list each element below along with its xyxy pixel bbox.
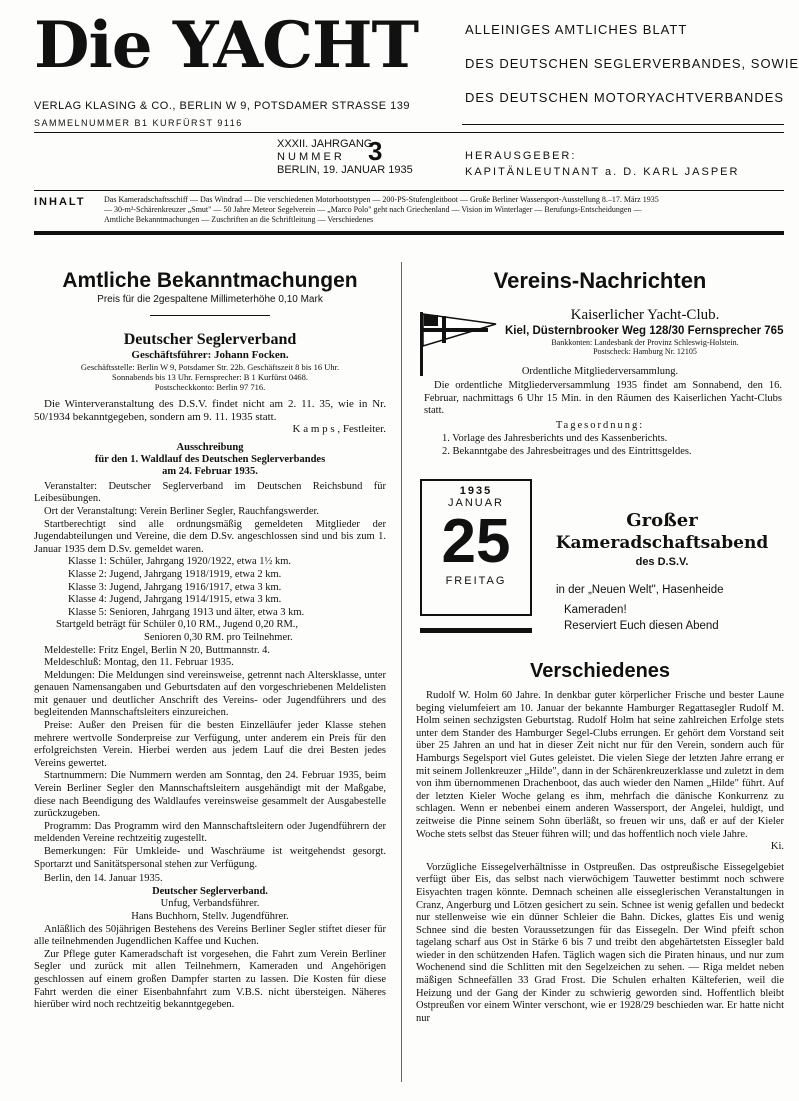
calendar-weekday: FREITAG bbox=[445, 575, 507, 587]
masthead-rule bbox=[34, 132, 784, 133]
class-list bbox=[34, 556, 386, 619]
official-notices-heading: Amtliche Bekanntmachungen bbox=[62, 269, 358, 292]
agenda-item: 2. Bekanntgabe des Jahresbeitrages und des Eintrittsgeldes. bbox=[442, 446, 692, 457]
masthead-rule-right bbox=[462, 124, 784, 125]
calendar-day: 25 bbox=[441, 507, 511, 576]
paragraph: Preise: Außer den Preisen für die besten Einzelläufer jeder Klasse stehen mehrere wertvolle Sonderpreise zur Verfügung, unter anderem ein Preis für den erfolgreichsten Verein. Hierbei werden aus jedem Lauf die drei Besten jedes Vereins gewertet. bbox=[34, 720, 386, 769]
list-item: Klasse 2: Jugend, Jahrgang 1918/1919, etwa 2 km. bbox=[68, 568, 282, 580]
winter-notice: Die Winterveranstaltung des D.S.V. findet nicht am 2. 11. 35, wie in Nr. 50/1934 bekanntgegeben, sondern am 9. 11. 1935 statt. bbox=[34, 398, 386, 423]
holm-signature: Ki. bbox=[770, 841, 784, 853]
signature-org: Deutscher Seglerverband. bbox=[152, 885, 268, 897]
list-item: Klasse 5: Senioren, Jahrgang 1913 und älter, etwa 3 km. bbox=[68, 606, 305, 618]
paragraph: Programm: Das Programm wird den Mannschaftsleitern oder Jugendführern der meldenden Vereine rechtzeitig zugestellt. bbox=[34, 820, 386, 845]
publisher-phone: SAMMELNUMMER B1 KURFÜRST 9116 bbox=[34, 118, 243, 128]
issue-number: 3 bbox=[368, 136, 383, 166]
ice-article: Vorzügliche Eissegelverhältnisse in Ostpreußen. Das ostpreußische Eissegelgebiet verfügt über Eis, das selbst nach vierwöchigem Tauwetter bestimmt noch schwere Eisyachten tragen könnte. Demnach scheinen alle eisseglerischen Veranstaltungen in Cranz, Angerburg und Lötzen gesichert zu sein. Schnee ist wenig gefallen und bedeckt nur stellenweise wie ein dünner Schleier die Bahn. Dickes, glattes Eis und wenig Schnee sind die besten Voraussetzungen für das Eissegeln. Der Wind pfeift schon tagelang scharf aus Ost in Stärke 6 bis 7 und treibt den abgehärtetsten Eissegler bald wieder in den schützenden Hafen. Täglich wagen sich die Piraten hinaus, und nur zum Wochenend sind die Schlitten mit den Segelzeichen zu sehen. — Riga meldet neben mäßigen Schneefällen 33 Grad Frost. Die Schulen erhalten Kälteferien, weil die Heizung und der Gang der Kinder zu schwierig geworden sind. Hoffentlich bleibt Ostpreußen vor einem Winter verschont, wie er 1928/29 beschieden war. Er hatte nicht nur bbox=[416, 861, 784, 1024]
dsv-office-1: Geschäftsstelle: Berlin W 9, Potsdamer Str. 22b. Geschäftszeit 8 bis 16 Uhr. bbox=[80, 362, 340, 372]
event-org: des D.S.V. bbox=[635, 556, 689, 568]
kyc-subtitle: Ordentliche Mitgliederversammlung. bbox=[521, 366, 679, 377]
paragraph: Meldestelle: Fritz Engel, Berlin N 20, Buttmannstr. 4. bbox=[44, 644, 271, 656]
paragraph: Ort der Veranstaltung: Verein Berliner Segler, Rauchfangswerder. bbox=[44, 505, 320, 517]
race-heading-3: am 24. Februar 1935. bbox=[162, 465, 258, 477]
masthead-tagline-2: DES DEUTSCHEN SEGLERVERBANDES, SOWIE bbox=[465, 56, 799, 71]
calendar-shadow bbox=[420, 628, 532, 633]
paragraph: Meldungen: Die Meldungen sind vereinsweise, getrennt nach Altersklasse, unter genauen Namensangaben und Geburtsdaten auf den vorgeschriebenen Meldelisten mit genauer und deutlicher Anschrift des Vereins- oder Jugendführers und des begleitenden Mannschaftsleiters einzureichen. bbox=[34, 669, 386, 719]
contents-line: Amtliche Bekanntmachungen — Zuschriften an die Schriftleitung — Verschiedenes bbox=[104, 215, 374, 224]
notice-date: Berlin, den 14. Januar 1935. bbox=[44, 873, 163, 885]
event-title-2: Kameradschaftsabend bbox=[555, 533, 769, 553]
divider bbox=[150, 315, 270, 316]
contents-line: Das Kameradschaftsschiff — Das Windrad — Die verschiedenen Motorbootstypen — 200-PS-Stufengleitboot — Große Berliner Wassersport-Ausstellung 8.–17. März 1935 bbox=[104, 195, 659, 204]
paragraph: Bemerkungen: Für Umkleide- und Waschräume ist weitgehendst gesorgt. Sportarzt und Sanitätspersonal stehen zur Verfügung. bbox=[34, 846, 386, 870]
editor-name: KAPITÄNLEUTNANT a. D. KARL JASPER bbox=[465, 166, 740, 178]
masthead-tagline-1: ALLEINIGES AMTLICHES BLATT bbox=[465, 22, 688, 37]
dsv-title: Deutscher Seglerverband bbox=[123, 331, 297, 348]
contents-line: — 30-m²-Schärenkreuzer „Smut" — 50 Jahre Meteor Segelverein — „Marco Polo" geht nach Griechenland — Vision im Winterlager — Berufungs-Entscheidungen — bbox=[104, 205, 642, 214]
contents-rule-top bbox=[34, 190, 784, 191]
contents-rule-bottom bbox=[34, 231, 784, 235]
club-news-heading: Vereins-Nachrichten bbox=[493, 268, 707, 293]
kyc-paragraph: Die ordentliche Mitgliederversammlung 1935 findet am Sonnabend, den 16. Februar, nachmittags 6 Uhr 15 Min. in den Räumen des Kaiserlichen Yacht-Clubs statt. bbox=[424, 380, 782, 417]
contents-text bbox=[104, 195, 784, 225]
editor-label: HERAUSGEBER: bbox=[465, 150, 577, 162]
dsv-office-2: Sonnabends bis 13 Uhr. Fernsprecher: B 1 Kurfürst 0468. bbox=[112, 372, 308, 382]
signature-2: Hans Buchhorn, Stellv. Jugendführer. bbox=[131, 910, 289, 922]
kyc-address: Kiel, Düsternbrooker Weg 128/30 Fernsprecher 765 bbox=[505, 325, 784, 337]
kyc-block bbox=[505, 306, 785, 356]
event-block bbox=[540, 510, 784, 570]
paragraph: Startberechtigt sind alle ordnungsmäßig gemeldeten Mitglieder der Jugendabteilungen und Vereine, die dem D.Sv. angeschlossen sind und bis zum 1. Januar 1935 dem D.Sv. gemeldet waren. bbox=[34, 518, 386, 555]
price-note: Preis für die 2gespaltene Millimeterhöhe 0,10 Mark bbox=[97, 294, 323, 305]
paragraph: Anläßlich des 50jährigen Bestehens des Vereins Berliner Segler stiftet dieser für alle teilnehmenden Jugendlichen Kaffee und Kuchen. bbox=[34, 923, 386, 948]
winter-signature: K a m p s , Festleiter. bbox=[292, 423, 386, 436]
list-item: Klasse 1: Schüler, Jahrgang 1920/1922, etwa 1½ km. bbox=[68, 556, 292, 568]
fee-line-2: Senioren 0,30 RM. pro Teilnehmer. bbox=[144, 631, 293, 643]
race-heading-2: für den 1. Waldlauf des Deutschen Seglerverbandes bbox=[94, 453, 326, 465]
paragraph: Zur Pflege guter Kameradschaft ist vorgesehen, die Fahrt zum Verein Berliner Segler und zurück mit allen Teilnehmern, Kameraden und Angehörigen geschlossen auf einem großen Dampfer starten zu lassen. Die Kosten für diese Fahrt werden die einer Eisenbahnfahrt zum V.B.S. nicht übersteigen. Näheres hierüber wird noch rechtzeitig bekanntgegeben. bbox=[34, 948, 386, 1011]
masthead-title: Die YACHT bbox=[34, 8, 419, 83]
misc-heading: Verschiedenes bbox=[529, 660, 671, 682]
fee-line-1: Startgeld beträgt für Schüler 0,10 RM., Jugend 0,20 RM., bbox=[56, 619, 299, 631]
official-notices-column bbox=[34, 268, 386, 1012]
race-heading-1: Ausschreibung bbox=[176, 441, 244, 453]
list-item: Klasse 4: Jugend, Jahrgang 1914/1915, etwa 3 km. bbox=[68, 594, 282, 606]
dsv-manager: Geschäftsführer: Johann Focken. bbox=[131, 349, 289, 361]
agenda-item: 1. Vorlage des Jahresberichts und des Kassenberichts. bbox=[442, 433, 668, 444]
paragraph: Veranstalter: Deutscher Seglerverband im Deutschen Reichsbund für Leibesübungen. bbox=[34, 480, 386, 505]
event-call: Kameraden! bbox=[564, 604, 627, 616]
event-venue: in der „Neuen Welt", Hasenheide bbox=[556, 584, 724, 596]
masthead-tagline-3: DES DEUTSCHEN MOTORYACHTVERBANDES bbox=[465, 90, 785, 105]
calendar-month: JANUAR bbox=[447, 497, 504, 509]
issue-info bbox=[277, 138, 413, 177]
issue-number-label: N U M M E R bbox=[277, 151, 342, 163]
contents-label: INHALT bbox=[34, 196, 86, 208]
event-note: Reserviert Euch diesen Abend bbox=[564, 620, 719, 632]
dsv-office-3: Postscheckkonto: Berlin 97 716. bbox=[154, 382, 266, 392]
paragraph: Startnummern: Die Nummern werden am Sonntag, den 24. Februar 1935, beim Verein Berliner Segler den Mannschaftsleitern ausgehändigt mit der Maßgabe, diese nach Beendigung des Waldlaufes vereinsweise gesammelt der Ausgabestelle zurückzugeben. bbox=[34, 770, 386, 820]
issue-date: BERLIN, 19. JANUAR 1935 bbox=[277, 164, 413, 176]
event-title-1: Großer bbox=[626, 510, 698, 531]
club-news-column bbox=[416, 268, 784, 294]
issue-volume: XXXII. JAHRGANG bbox=[277, 138, 373, 150]
misc-section bbox=[416, 658, 784, 1025]
publisher-address: VERLAG KLASING & CO., BERLIN W 9, POTSDAMER STRASSE 139 bbox=[34, 100, 410, 112]
column-divider bbox=[401, 262, 402, 1082]
kyc-postscheck: Postscheck: Hamburg Nr. 12105 bbox=[593, 347, 697, 356]
holm-article: Rudolf W. Holm 60 Jahre. In denkbar guter körperlicher Frische und bester Laune beging vielumfeiert am 10. Januar der bekannte Hamburger Regattasegler Rudolf M. Holm seinen sechzigsten Geburtstag. Rudolf Holm hat seine zahlreichen Erfolge stets unter dem Stander des Hamburger Segel-Clubs errungen. Er gehört dem Vorstand seit über 25 Jahren an und hat in dieser Zeit nicht nur für den Verein, sondern auch für Hamburgs Segelsport viel Gutes geleistet. Die vielen Siege der letzten Jahre errang er mit seinem Jollenkreuzer „Hilde", dann in der Schärenkreuzerklasse und zuletzt in dem von ihm übernommenen Drachenboot, das auch wieder den Namen „Hilde" führt. Auf der letzten Kieler Woche gelang es ihm, mehrfach die dänische Konkurrenz zu schlagen. Wenn er nebenbei einem anderen Wassersport, der Angelei, huldigt, und zeitweise die Pinne seinem Sohn überläßt, so freuen wir uns, daß er auf der Kieler Woche stets selbst das Steuer führen will; und das hoffentlich noch viele Jahre. bbox=[416, 690, 784, 840]
event-calendar bbox=[420, 479, 532, 616]
paragraph: Meldeschluß: Montag, den 11. Februar 1935. bbox=[44, 657, 234, 669]
kyc-bank: Bankkonten: Landesbank der Provinz Schleswig-Holstein. bbox=[551, 338, 739, 347]
calendar-year: 1935 bbox=[459, 485, 493, 497]
list-item: Klasse 3: Jugend, Jahrgang 1916/1917, etwa 3 km. bbox=[68, 581, 282, 593]
signature-1: Unfug, Verbandsführer. bbox=[160, 898, 260, 910]
agenda-label: Tagesordnung: bbox=[555, 420, 645, 431]
kyc-title: Kaiserlicher Yacht-Club. bbox=[570, 307, 720, 323]
